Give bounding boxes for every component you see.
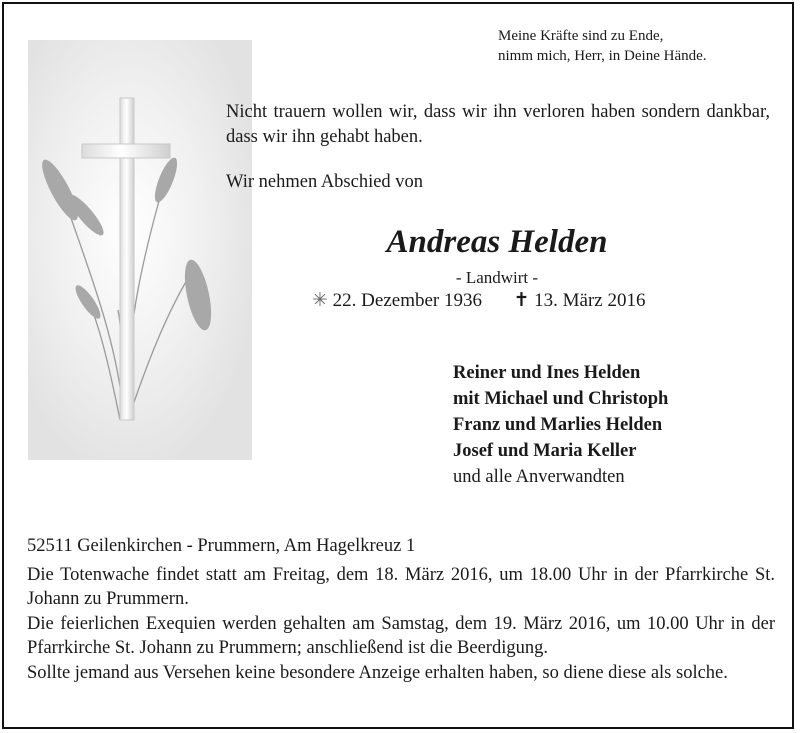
deceased-name: Andreas Helden <box>386 224 608 260</box>
wake-notice: Die Totenwache findet statt am Freitag, dem 18. März 2016, um 18.00 Uhr in der Pfarrkirche St. Johann zu Prummern. <box>27 564 775 609</box>
announcement-notice: Sollte jemand aus Versehen keine besondere Anzeige erhalten haben, so diene diese als solche. <box>27 662 728 683</box>
service-info <box>27 534 775 685</box>
mourners-list <box>453 360 668 490</box>
mourner-closing: und alle Anverwandten <box>453 467 625 487</box>
verse-line: Meine Kräfte sind zu Ende, <box>498 28 664 44</box>
intro-text: Nicht trauern wollen wir, dass wir ihn verloren haben sondern dankbar, dass wir ihn gehabt haben. <box>226 102 770 147</box>
funeral-notice: Die feierlichen Exequien werden gehalten am Samstag, dem 19. März 2016, um 10.00 Uhr in der Pfarrkirche St. Johann zu Prummern; anschließend ist die Beerdigung. <box>27 613 775 658</box>
mourner-line: Reiner und Ines Helden <box>453 363 641 383</box>
birth-date: 22. Dezember 1936 <box>332 290 482 311</box>
mourner-line: Franz und Marlies Helden <box>453 415 663 435</box>
mourner-line: mit Michael und Christoph <box>453 389 669 409</box>
epigraph-verse <box>498 26 707 66</box>
family-address: 52511 Geilenkirchen - Prummern, Am Hagelkreuz 1 <box>27 536 416 556</box>
life-dates <box>312 289 646 312</box>
death-cross-icon: ✝ <box>513 290 530 311</box>
death-date: 13. März 2016 <box>534 290 646 311</box>
birth-star-icon: ✳ <box>312 290 328 311</box>
cross-with-wheat-icon <box>28 40 252 460</box>
farewell-text: Wir nehmen Abschied von <box>226 172 424 192</box>
verse-line: nimm mich, Herr, in Deine Hände. <box>498 48 707 64</box>
deceased-occupation: - Landwirt - <box>455 268 539 287</box>
mourner-line: Josef und Maria Keller <box>453 441 637 461</box>
